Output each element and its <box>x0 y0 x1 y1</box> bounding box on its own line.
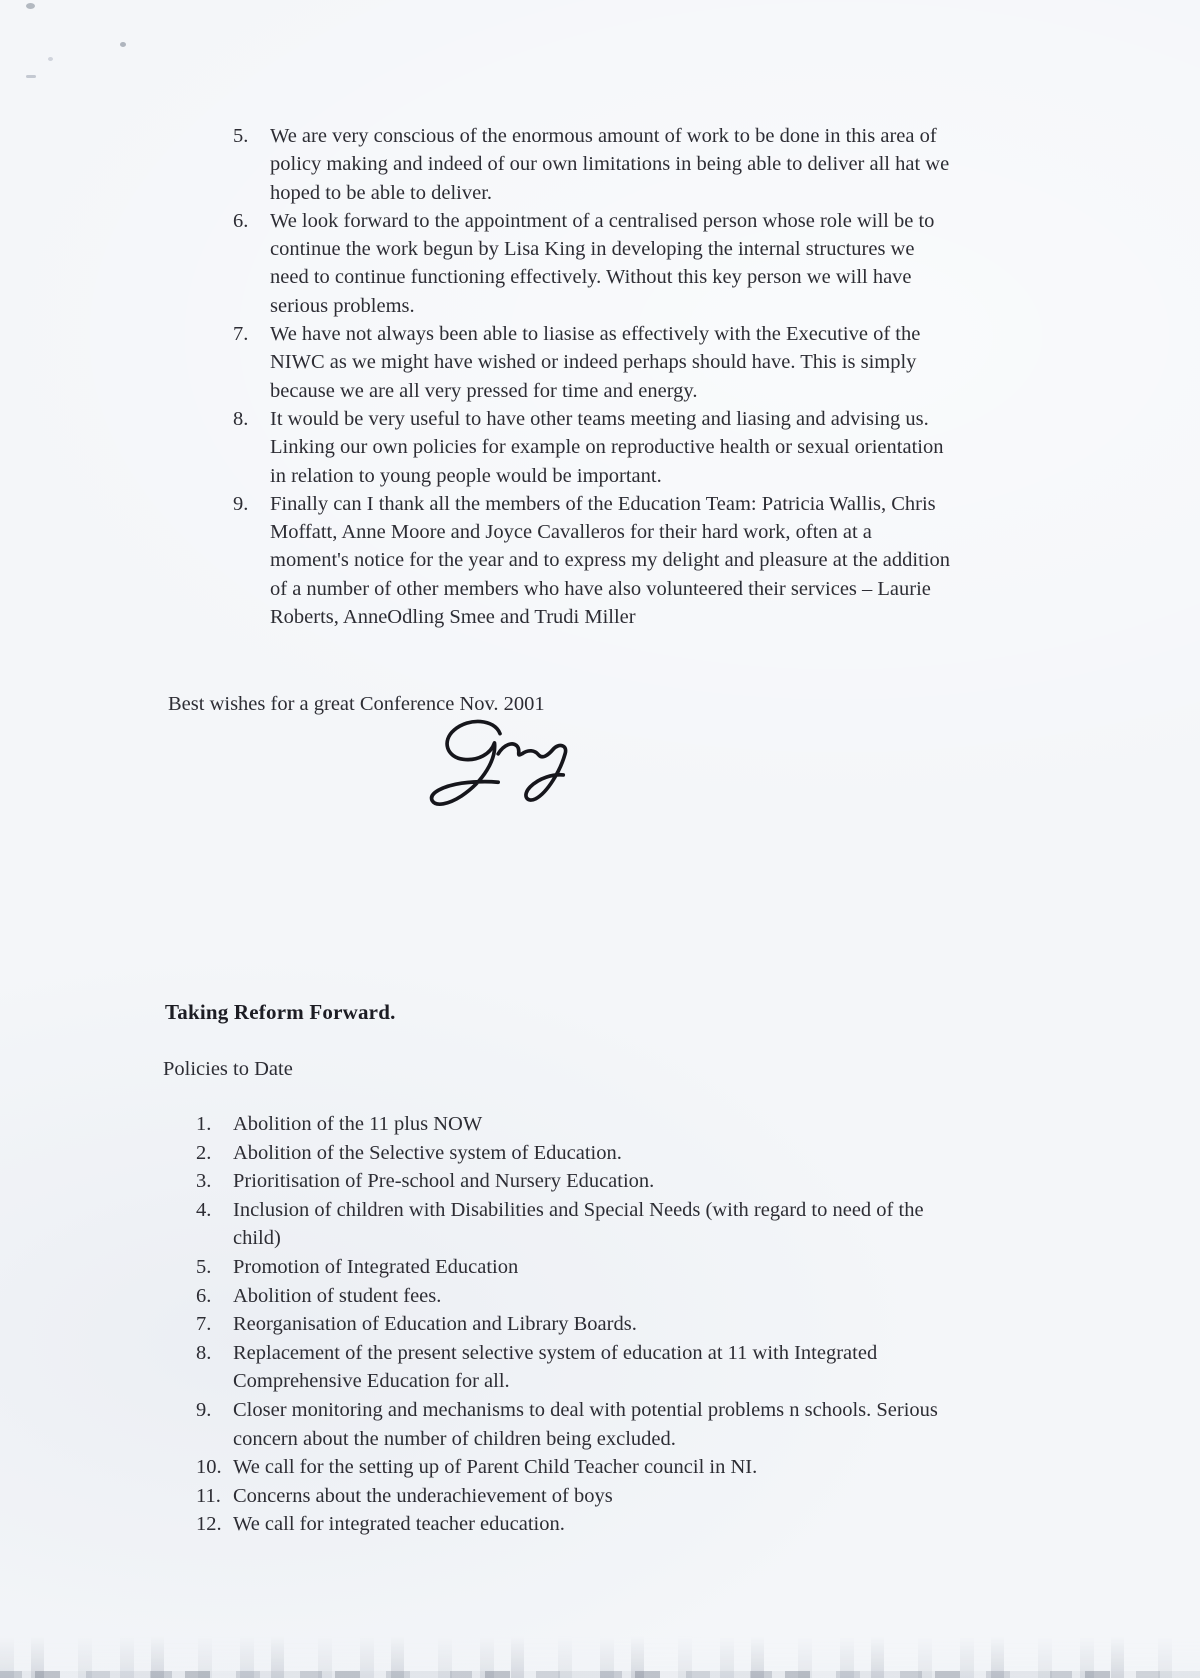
policy-item-number: 9. <box>196 1398 212 1421</box>
letter-point-number: 6. <box>233 209 249 232</box>
letter-point-number: 5. <box>233 125 249 147</box>
letter-point-number: 7. <box>233 323 249 346</box>
scan-speck <box>26 3 35 9</box>
letter-point <box>233 122 951 207</box>
scan-speck <box>48 57 53 61</box>
policy-item-text: Reorganisation of Education and Library Boards. <box>233 1313 637 1336</box>
policy-item-text: Replacement of the present selective system of education at 11 with Integrated Comprehensive Education for all. <box>233 1341 878 1393</box>
policy-item <box>196 1453 974 1482</box>
policy-item <box>196 1196 974 1253</box>
policy-item-text: Abolition of the 11 plus NOW <box>233 1113 483 1135</box>
policy-item-number: 12. <box>196 1513 222 1536</box>
policy-item-number: 11. <box>196 1484 221 1507</box>
policy-item-text: Abolition of student fees. <box>233 1284 442 1307</box>
closing-line: Best wishes for a great Conference Nov. 2001 <box>168 693 545 715</box>
letter-point <box>233 320 951 405</box>
policy-item-text: Promotion of Integrated Education <box>233 1255 519 1278</box>
letter-points-list <box>233 122 951 631</box>
policy-item-text: We call for the setting up of Parent Child Teacher council in NI. <box>233 1456 758 1479</box>
letter-point-text: It would be very useful to have other teams meeting and liasing and advising us. Linking our own policies for example on reproductive health or sexual orientation in relation to young people would be important. <box>270 407 944 487</box>
section-title: Taking Reform Forward. <box>165 1000 396 1024</box>
policy-item <box>196 1510 974 1539</box>
scan-edge-band <box>0 1671 1200 1678</box>
policy-item <box>196 1310 974 1339</box>
policy-item-number: 8. <box>196 1341 212 1364</box>
scan-speck <box>120 42 126 47</box>
policy-item-number: 7. <box>196 1313 212 1336</box>
policy-item <box>196 1339 974 1396</box>
section-subtitle: Policies to Date <box>163 1058 293 1080</box>
policy-item-text: Prioritisation of Pre-school and Nursery Education. <box>233 1170 655 1193</box>
policy-item <box>196 1396 974 1453</box>
letter-point-number: 9. <box>233 492 249 515</box>
letter-point <box>233 405 951 490</box>
policy-item-text: Concerns about the underachievement of boys <box>233 1484 613 1507</box>
signature-handwriting-icon <box>400 708 600 818</box>
policy-item <box>196 1167 974 1196</box>
policy-item-number: 2. <box>196 1141 212 1164</box>
policy-item <box>196 1139 974 1168</box>
letter-point-text: We are very conscious of the enormous amount of work to be done in this area of policy making and indeed of our own limitations in being able to deliver all hat we hoped to be able to deliver. <box>270 125 950 204</box>
letter-point-text: We have not always been able to liasise as effectively with the Executive of the NIWC as we might have wished or indeed perhaps should have. This is simply because we are all very pressed for time and energy. <box>270 323 921 402</box>
policy-item <box>196 1282 974 1311</box>
letter-point <box>233 490 951 631</box>
policy-item-text: Abolition of the Selective system of Education. <box>233 1141 622 1164</box>
policy-item-number: 1. <box>196 1113 212 1135</box>
policies-list <box>196 1110 974 1539</box>
policy-item-number: 6. <box>196 1284 212 1307</box>
policy-item-text: We call for integrated teacher education. <box>233 1513 565 1536</box>
policy-item-number: 4. <box>196 1198 212 1221</box>
letter-point-number: 8. <box>233 407 249 430</box>
scan-speck <box>26 75 36 78</box>
letter-point <box>233 207 951 320</box>
letter-point-text: Finally can I thank all the members of the Education Team: Patricia Wallis, Chris Moffatt, Anne Moore and Joyce Cavalleros for their hard work, often at a moment's notice for the year and to express my delight and pleasure at the addition of a number of other members who have also volunteered their services – Laurie Roberts, AnneOdling Smee and Trudi Miller <box>270 492 950 629</box>
policy-item-text: Inclusion of children with Disabilities and Special Needs (with regard to need of the child) <box>233 1198 924 1250</box>
policy-item-number: 10. <box>196 1456 222 1479</box>
policy-item <box>196 1482 974 1511</box>
policy-item <box>196 1110 974 1139</box>
policy-item <box>196 1253 974 1282</box>
signature <box>400 708 600 818</box>
policy-item-number: 3. <box>196 1170 212 1193</box>
policy-item-text: Closer monitoring and mechanisms to deal with potential problems n schools. Serious concern about the number of children being excluded. <box>233 1398 938 1450</box>
letter-point-text: We look forward to the appointment of a centralised person whose role will be to continue the work begun by Lisa King in developing the internal structures we need to continue functioning effectively. Without this key person we will have serious problems. <box>270 209 935 317</box>
policy-item-number: 5. <box>196 1255 212 1278</box>
